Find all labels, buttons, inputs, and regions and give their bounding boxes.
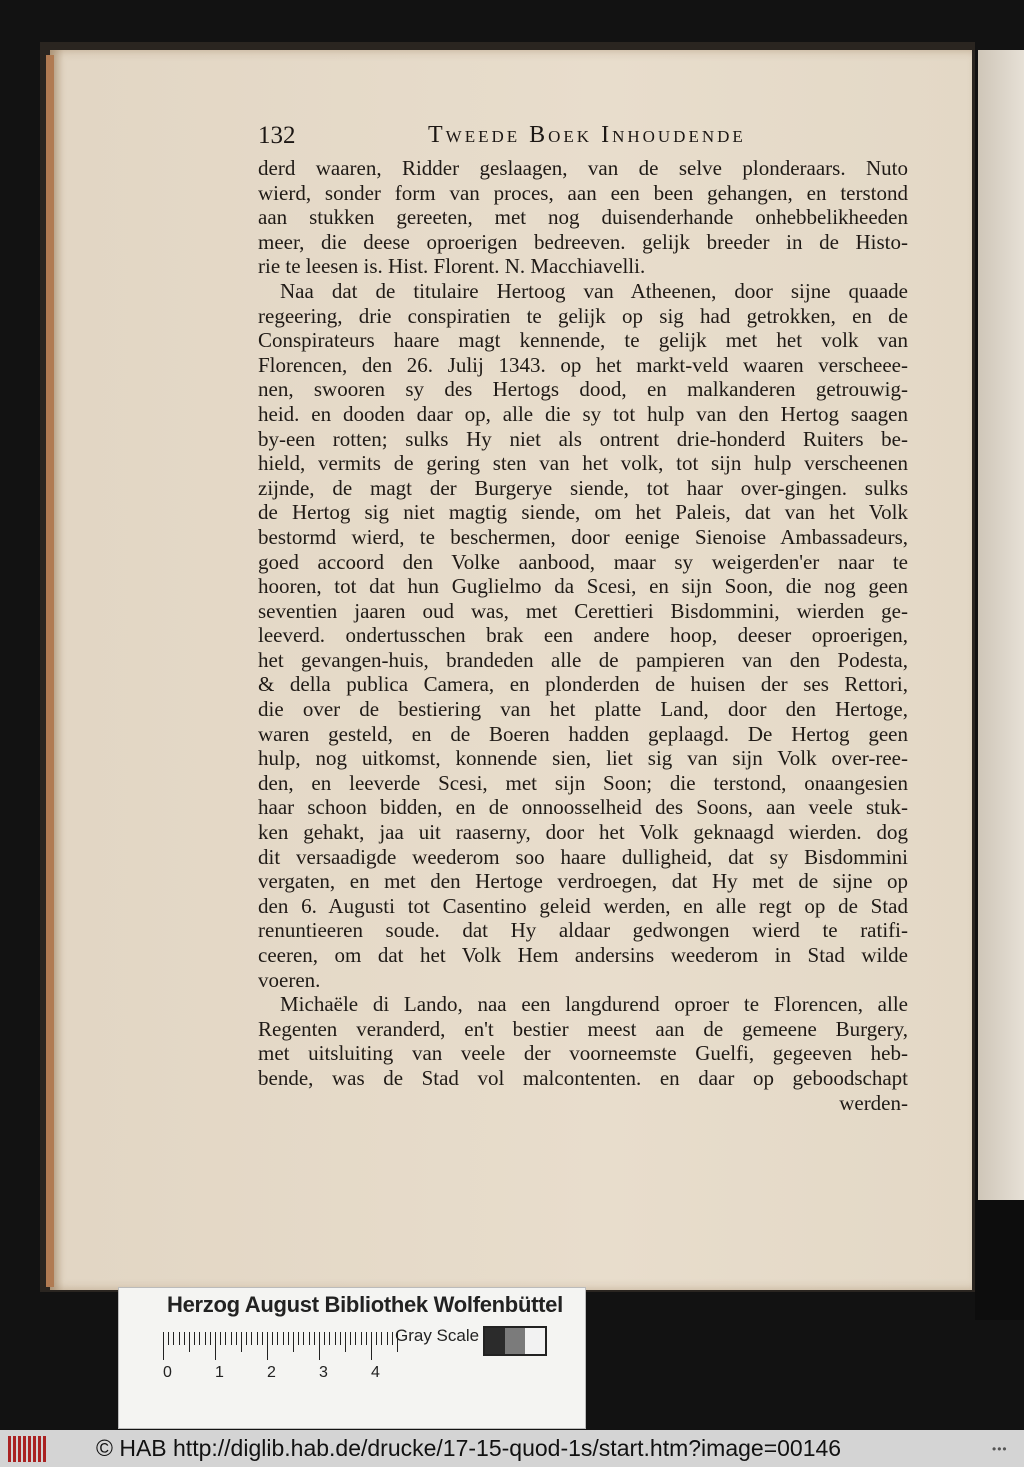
text-line: meer, die deese oproerigen bedreeven. gelijk breeder in de Histo- [258, 229, 908, 254]
ruler-tick [303, 1332, 304, 1345]
text-line: seventien jaaren oud was, met Cerettieri Bisdommini, wierden ge- [258, 598, 908, 623]
ruler-tick [246, 1332, 247, 1345]
text-line: dit versaadigde weederom soo haare dulligheid, dat sy Bisdommini [258, 844, 908, 869]
ruler-number: 4 [371, 1364, 380, 1381]
ruler-tick [236, 1332, 237, 1345]
text-line: derd waaren, Ridder geslaagen, van de selve plonderaars. Nuto [258, 156, 908, 180]
page-header [258, 122, 918, 152]
menu-dots-icon[interactable]: ••• [992, 1442, 1008, 1456]
ruler-tick [210, 1332, 211, 1345]
text-line: ceeren, om dat het Volk Hem andersins weederom in Stad wilde [258, 943, 908, 967]
ruler-tick [298, 1332, 299, 1345]
footer-bar [0, 1430, 1024, 1467]
ruler-numbers [163, 1364, 403, 1386]
ruler-tick [350, 1332, 351, 1345]
catchword: werden- [839, 1090, 908, 1115]
ruler-tick [283, 1332, 284, 1345]
ruler-tick [194, 1332, 195, 1345]
ruler-tick [387, 1332, 388, 1345]
text-line: de Hertog sig niet magtig siende, om het Paleis, dat van het Volk [258, 500, 908, 525]
ruler-tick [251, 1332, 252, 1345]
ruler-number: 0 [163, 1364, 172, 1381]
background-gap [975, 1200, 1024, 1320]
ruler-tick [257, 1332, 258, 1345]
page-edge [46, 55, 54, 1287]
facing-page-strip [978, 50, 1024, 1290]
ruler-tick [173, 1332, 174, 1345]
ruler-tick [361, 1332, 362, 1345]
ruler-tick [381, 1332, 382, 1345]
text-line: goed accoord den Volke aanbood, maar sy weigerden'er naar te [258, 549, 908, 574]
ruler-tick [215, 1332, 216, 1360]
ruler-tick [288, 1332, 289, 1345]
color-scale-card [118, 1287, 586, 1429]
text-line: Florencen, den 26. Julij 1343. op het markt-veld waaren verscheee- [258, 352, 908, 377]
ruler-number: 1 [215, 1364, 224, 1381]
text-line: hulp, nog uitkomst, konnende sien, liet sig van sijn Volk over-ree- [258, 746, 908, 771]
text-line: den 6. Augusti tot Casentino geleid werden, en alle regt op de Stad [258, 893, 908, 918]
text-line: bestormd wierd, te beschermen, door eenige Sienoise Ambassadeurs, [258, 524, 908, 549]
ruler-tick [324, 1332, 325, 1345]
text-line: ken gehakt, jaa uit raaserny, door het Volk geknaagd wierden. dog [258, 820, 908, 845]
ruler-tick [319, 1332, 320, 1360]
hab-logo-icon [8, 1436, 48, 1462]
text-line: hield, vermits de gering sten van het volk, tot sijn hulp verscheenen [258, 451, 908, 476]
ruler-tick [355, 1332, 356, 1345]
ruler-tick [376, 1332, 377, 1345]
text-line: by-een rotten; sulks Hy niet als ontrent drie-honderd Ruiters be- [258, 426, 908, 451]
text-line: rie te leesen is. Hist. Florent. N. Macchiavelli. [258, 254, 646, 279]
text-line: zijnde, de magt der Burgerye siende, tot haar over-gingen. sulks [258, 475, 908, 500]
ruler-number: 2 [267, 1364, 276, 1381]
ruler-tick [220, 1332, 221, 1345]
ruler-tick [267, 1332, 268, 1360]
ruler-tick [168, 1332, 169, 1345]
page-number: 132 [258, 122, 296, 149]
ruler-tick [272, 1332, 273, 1345]
ruler-number: 3 [319, 1364, 328, 1381]
text-line: nen, swooren sy des Hertogs dood, en malkanderen getrouwig- [258, 377, 908, 402]
text-line: leeverd. ondertusschen brak een andere hoop, deeser oproerigen, [258, 623, 908, 648]
ruler-tick [184, 1332, 185, 1345]
ruler [163, 1332, 399, 1360]
running-head: Tweede Boek Inhoudende [428, 122, 746, 148]
text-line: Naa dat de titulaire Hertoog van Atheenen, door sijne quaade [280, 278, 908, 303]
text-line: den, en leeverde Scesi, met sijn Soon; die terstond, onaangesien [258, 770, 908, 795]
text-line: die over de bestiering van het platte Land, door den Hertoge, [258, 697, 908, 722]
ruler-tick [262, 1332, 263, 1345]
text-line: Michaële di Lando, naa een langdurend oproer te Florencen, alle [280, 992, 908, 1017]
ruler-tick [371, 1332, 372, 1360]
text-line: renuntieeren soude. dat Hy aldaar gedwongen wierd te ratifi- [258, 918, 908, 943]
ruler-tick [205, 1332, 206, 1345]
text-line: voeren. [258, 967, 321, 992]
gray-scale-swatch [483, 1326, 547, 1356]
ruler-tick [345, 1332, 346, 1352]
gray-scale-label: Gray Scale [395, 1326, 480, 1345]
ruler-tick [314, 1332, 315, 1345]
text-line: bende, was de Stad vol malcontenten. en daar op geboodschapt [258, 1065, 908, 1090]
library-name: Herzog August Bibliothek Wolfenbüttel [167, 1292, 563, 1317]
text-line: het gevangen-huis, brandeden alle de pampieren van den Podesta, [258, 647, 908, 672]
ruler-tick [366, 1332, 367, 1345]
ruler-tick [241, 1332, 242, 1352]
text-line: regeering, drie conspiratien te gelijk op sig had getrokken, en de [258, 303, 908, 328]
ruler-tick [189, 1332, 190, 1352]
ruler-tick [392, 1332, 393, 1345]
text-line: Conspirateurs haare magt kennende, te gelijk met het volk van [258, 328, 908, 353]
body-text [258, 156, 908, 1115]
text-line: wierd, sonder form van proces, aan een been gehangen, en terstond [258, 180, 908, 205]
text-line: heid. en dooden daar op, alle die sy tot hulp van den Hertog saagen [258, 401, 908, 426]
text-line: waren gesteld, en de Boeren hadden geplaagd. De Hertog geen [258, 721, 908, 746]
ruler-tick [335, 1332, 336, 1345]
text-line: Regenten veranderd, en't bestier meest aan de gemeene Burgery, [258, 1016, 908, 1041]
text-line: vergaten, en met den Hertoge verdroegen, dat Hy met de sijne op [258, 869, 908, 894]
text-line: & della publica Camera, en plonderden de huisen der ses Rettori, [258, 672, 908, 697]
text-line: hooren, tot dat hun Guglielmo da Scesi, en sijn Soon, die nog geen [258, 574, 908, 599]
ruler-tick [309, 1332, 310, 1345]
source-url[interactable]: © HAB http://diglib.hab.de/drucke/17-15-quod-1s/start.htm?image=00146 [96, 1435, 842, 1461]
ruler-tick [293, 1332, 294, 1352]
ruler-tick [163, 1332, 164, 1360]
ruler-tick [329, 1332, 330, 1345]
ruler-tick [225, 1332, 226, 1345]
ruler-tick [231, 1332, 232, 1345]
ruler-tick [340, 1332, 341, 1345]
text-line: aan stukken gereeten, met nog duisenderhande onhebbelikheeden [258, 205, 908, 230]
ruler-tick [179, 1332, 180, 1345]
text-line: haar schoon bidden, en de onnoosselheid des Soons, aan veele stuk- [258, 795, 908, 820]
text-line: met uitsluiting van veele der voorneemste Guelfi, gegeeven heb- [258, 1041, 908, 1066]
ruler-tick [277, 1332, 278, 1345]
ruler-tick [199, 1332, 200, 1345]
